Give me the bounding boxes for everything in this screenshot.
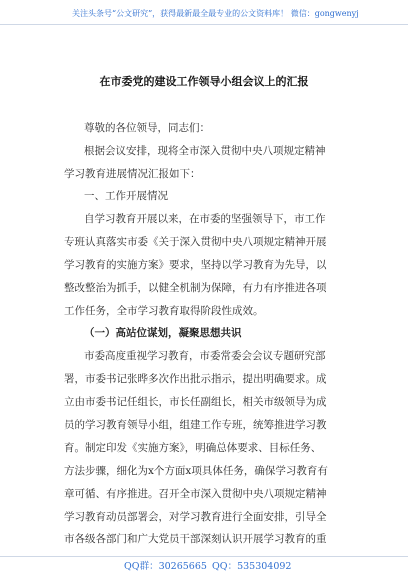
paragraph-line: 育。制定印发《实施方案》，明确总体要求、目标任务、 — [64, 442, 322, 454]
paragraph-line: 章可循、有序推进。召开全市深入贯彻中央八项规定精神 — [64, 488, 327, 500]
header-banner — [0, 0, 408, 25]
footer-banner — [0, 556, 408, 573]
banner-text: 关注头条号“公文研究”，获得最新最全最专业的公文资料库！ 微信：gongwenyj — [72, 9, 359, 18]
paragraph-line: 市委高度重视学习教育，市委常委会会议专题研究部 — [84, 350, 326, 362]
paragraph-line: 自学习教育开展以来，在市委的坚强领导下，市工作 — [84, 213, 326, 225]
qq-group-number: QQ群：30265665 — [124, 561, 207, 572]
paragraph-line: 立由市委书记任组长，市长任副组长，相关市级领导为成 — [64, 396, 327, 408]
document-title: 在市委党的建设工作领导小组会议上的汇报 — [99, 75, 309, 88]
paragraph-line: 员的学习教育领导小组，组建工作专班，统筹推进学习教 — [64, 419, 327, 431]
paragraph-line: 学习教育的实施方案》要求，坚持以学习教育为先导，以 — [64, 259, 327, 271]
qq-number: QQ：535304092 — [212, 561, 292, 572]
paragraph-line: 学习教育动员部署会，对学习教育进行全面安排，引导全 — [64, 511, 327, 523]
paragraph-line: 署，市委书记张晔多次作出批示指示，提出明确要求。成 — [64, 373, 327, 385]
salutation: 尊敬的各位领导，同志们： — [84, 122, 210, 134]
paragraph-line: 方法步骤，细化为x个方面x项具体任务，确保学习教育有 — [64, 465, 328, 477]
paragraph-line: 根据会议安排，现将全市深入贯彻中央八项规定精神 — [84, 145, 326, 157]
paragraph-line: 学习教育进展情况汇报如下： — [64, 168, 201, 180]
subsection-heading: （一）高站位谋划，凝聚思想共识 — [84, 327, 242, 339]
paragraph-line: 专班认真落实市委《关于深入贯彻中央八项规定精神开展 — [64, 236, 327, 248]
paragraph-line: 市各级各部门和广大党员干部深刻认识开展学习教育的重 — [64, 533, 327, 545]
section-heading: 一、工作开展情况 — [84, 190, 168, 202]
paragraph-line: 整改整治为抓手，以健全机制为保障，有力有序推进各项 — [64, 282, 327, 294]
paragraph-line: 工作任务，全市学习教育取得阶段性成效。 — [64, 305, 264, 317]
